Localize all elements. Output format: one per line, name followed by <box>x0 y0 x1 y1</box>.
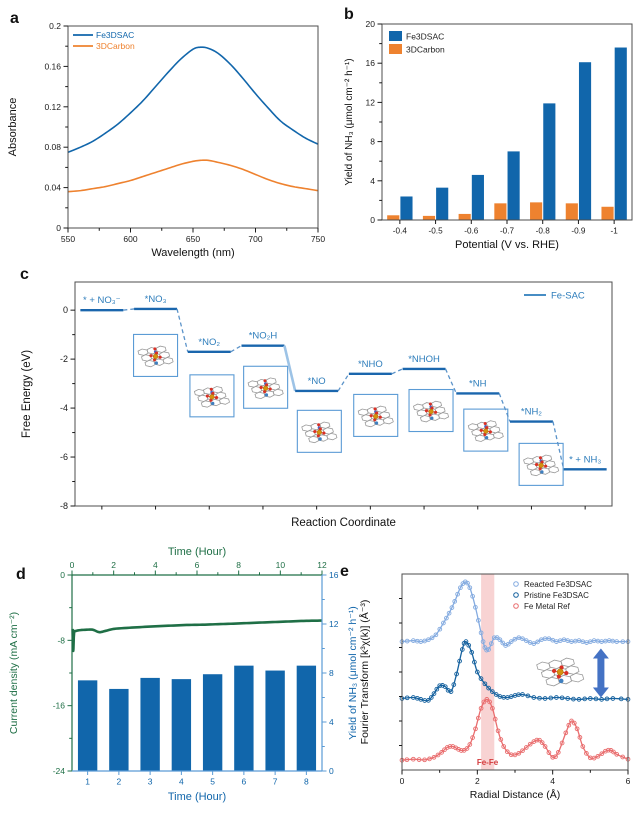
y-axis-label: Free Energy (eV) <box>21 349 33 439</box>
step-label: *NH₂ <box>520 406 543 418</box>
svg-text:-8: -8 <box>59 501 68 511</box>
panel-b <box>340 0 640 262</box>
svg-text:-0.7: -0.7 <box>499 226 515 236</box>
svg-text:4: 4 <box>370 175 375 186</box>
svg-text:0: 0 <box>56 223 61 233</box>
svg-text:650: 650 <box>185 234 201 244</box>
bar <box>543 103 555 220</box>
x-axis-ticks <box>61 228 325 244</box>
svg-text:12: 12 <box>317 560 327 570</box>
y-axis-label: Absorbance <box>7 97 19 157</box>
svg-text:600: 600 <box>123 234 138 244</box>
bar <box>265 671 284 771</box>
intensity-change-arrow <box>593 649 609 698</box>
svg-text:0: 0 <box>399 776 405 786</box>
svg-text:8: 8 <box>329 668 334 678</box>
y-axis-ticks <box>53 570 72 776</box>
y-axis-ticks <box>60 305 75 511</box>
svg-text:-2: -2 <box>59 354 68 365</box>
svg-text:Reacted Fe3DSAC: Reacted Fe3DSAC <box>524 580 593 589</box>
legend <box>389 31 445 55</box>
molecule-structure <box>537 658 584 686</box>
bar <box>387 215 399 220</box>
x-axis-label: Potential (V vs. RHE) <box>455 239 559 251</box>
step-label: * + NO₃⁻ <box>83 295 121 307</box>
step-label: *NO <box>307 375 326 387</box>
x-axis-label: Reaction Coordinate <box>291 517 396 529</box>
bar <box>400 196 412 220</box>
x-axis-ticks <box>400 770 631 786</box>
svg-text:1: 1 <box>85 776 90 787</box>
bottom-axis-label: Time (Hour) <box>167 791 227 803</box>
panel-e-letter: e <box>340 563 349 580</box>
svg-text:-0.5: -0.5 <box>428 226 443 236</box>
svg-text:8: 8 <box>304 776 309 787</box>
svg-text:-0.9: -0.9 <box>571 226 586 236</box>
svg-text:6: 6 <box>625 776 631 786</box>
svg-text:6: 6 <box>194 560 200 570</box>
plot-frame <box>68 26 318 228</box>
y-axis-ticks <box>366 19 382 225</box>
right-axis <box>322 570 339 776</box>
bar <box>423 216 435 220</box>
x-axis-ticks <box>102 506 585 510</box>
svg-text:Fe3DSAC: Fe3DSAC <box>406 31 445 42</box>
svg-text:3: 3 <box>147 776 153 787</box>
svg-text:10: 10 <box>275 560 286 570</box>
x-axis-label: Radial Distance (Å) <box>469 789 561 801</box>
svg-text:6: 6 <box>241 776 247 787</box>
svg-text:550: 550 <box>60 234 76 244</box>
bar <box>579 62 591 220</box>
right-axis-label: Yield of NH₃ (μmol cm⁻² h⁻¹) <box>347 606 359 740</box>
step-label: *NO₃ <box>144 293 167 305</box>
bar <box>566 203 578 220</box>
panel-e-chart <box>340 542 640 818</box>
svg-text:0.12: 0.12 <box>44 101 61 112</box>
svg-text:8: 8 <box>370 136 375 147</box>
series-Fe Metal Ref <box>400 698 630 763</box>
bar <box>601 207 613 220</box>
panel-d <box>0 542 360 818</box>
bar <box>109 689 128 771</box>
step-label: *NO₂H <box>248 330 278 342</box>
bar <box>172 679 191 771</box>
step-label: *NH <box>469 378 487 390</box>
svg-text:0.04: 0.04 <box>44 182 61 193</box>
svg-text:12: 12 <box>329 619 339 629</box>
svg-text:5: 5 <box>210 776 215 787</box>
bar <box>140 678 159 771</box>
fe-fe-band <box>481 574 494 770</box>
svg-text:700: 700 <box>248 234 263 244</box>
panel-e <box>340 542 640 818</box>
series-Pristine Fe3DSAC <box>400 640 630 703</box>
svg-text:16: 16 <box>329 570 339 580</box>
panel-a-chart <box>0 0 340 262</box>
series-3DCarbon <box>68 160 318 192</box>
svg-text:0.16: 0.16 <box>44 61 61 72</box>
panel-c-letter: c <box>20 266 29 283</box>
legend <box>514 580 593 611</box>
y-axis-label: Current density (mA cm⁻²) <box>8 611 20 735</box>
bar <box>78 680 97 771</box>
bar <box>530 202 542 220</box>
fe-fe-label: Fe-Fe <box>476 758 499 767</box>
svg-text:-0.8: -0.8 <box>535 226 550 236</box>
svg-text:0: 0 <box>69 560 75 570</box>
panel-c <box>0 262 640 542</box>
svg-text:-0.6: -0.6 <box>464 226 479 236</box>
svg-text:2: 2 <box>474 776 480 786</box>
svg-text:-24: -24 <box>52 766 65 776</box>
top-axis-label: Time (Hour) <box>167 546 227 558</box>
legend <box>524 291 585 302</box>
svg-text:4: 4 <box>550 776 556 786</box>
series-Fe3DSAC <box>68 47 318 152</box>
bar <box>297 666 316 771</box>
panel-b-letter: b <box>344 6 354 23</box>
svg-text:0.2: 0.2 <box>49 21 61 31</box>
bar <box>508 151 520 220</box>
svg-text:20: 20 <box>365 19 375 29</box>
svg-text:3DCarbon: 3DCarbon <box>96 41 135 51</box>
x-axis-ticks <box>393 220 618 236</box>
svg-text:0: 0 <box>60 570 65 580</box>
top-axis <box>70 560 327 575</box>
bar <box>494 203 506 220</box>
svg-text:Pristine Fe3DSAC: Pristine Fe3DSAC <box>524 591 589 600</box>
svg-text:7: 7 <box>272 776 278 787</box>
bar <box>203 674 222 771</box>
svg-text:16: 16 <box>365 58 375 69</box>
y-axis-label: Fourier Transform [k³χ(k)] (Å⁻³) <box>359 599 371 745</box>
bar <box>615 48 627 220</box>
svg-text:-4: -4 <box>59 403 68 414</box>
bottom-axis <box>85 771 309 787</box>
bar <box>472 175 484 220</box>
x-axis-label: Wavelength (nm) <box>151 247 235 259</box>
svg-text:-1: -1 <box>610 226 618 236</box>
bar <box>234 666 253 771</box>
panel-d-chart <box>0 542 360 818</box>
svg-text:0.08: 0.08 <box>44 142 61 153</box>
panel-d-letter: d <box>16 566 26 583</box>
svg-text:Fe3DSAC: Fe3DSAC <box>96 30 135 40</box>
svg-text:3DCarbon: 3DCarbon <box>406 44 445 55</box>
step-label: * + NH₃ <box>569 454 602 466</box>
y-axis-label: Yield of NH₃ (μmol cm⁻² h⁻¹) <box>344 58 355 186</box>
svg-text:Fe-SAC: Fe-SAC <box>551 290 585 302</box>
step-label: *NO₂ <box>198 336 221 348</box>
y-axis-ticks <box>44 21 68 233</box>
series-Reacted Fe3DSAC <box>400 580 630 652</box>
svg-text:4: 4 <box>329 717 334 727</box>
svg-text:2: 2 <box>111 560 117 570</box>
panel-b-chart <box>340 0 640 262</box>
yield-bars <box>78 666 316 771</box>
bar <box>459 214 471 220</box>
panel-a <box>0 0 340 262</box>
legend <box>73 30 135 51</box>
svg-text:8: 8 <box>236 560 242 570</box>
svg-text:Fe Metal Ref: Fe Metal Ref <box>524 602 570 611</box>
panel-a-letter: a <box>10 10 19 27</box>
svg-text:-0.4: -0.4 <box>392 226 407 236</box>
svg-text:0: 0 <box>329 766 334 776</box>
svg-text:-6: -6 <box>59 452 68 463</box>
panel-c-chart <box>0 262 640 542</box>
bar <box>436 188 448 220</box>
svg-text:-16: -16 <box>52 700 65 711</box>
svg-text:12: 12 <box>365 97 375 108</box>
svg-text:4: 4 <box>179 776 184 787</box>
step-label: *NHOH <box>408 353 440 365</box>
svg-text:0: 0 <box>62 305 68 316</box>
svg-text:750: 750 <box>310 234 326 244</box>
svg-text:4: 4 <box>152 560 158 570</box>
current-density-line <box>73 621 322 651</box>
step-label: *NHO <box>357 358 383 370</box>
svg-text:-8: -8 <box>57 635 65 646</box>
svg-text:0: 0 <box>370 215 375 225</box>
svg-text:2: 2 <box>116 776 122 787</box>
bar-series-Fe3DSAC <box>400 48 626 220</box>
